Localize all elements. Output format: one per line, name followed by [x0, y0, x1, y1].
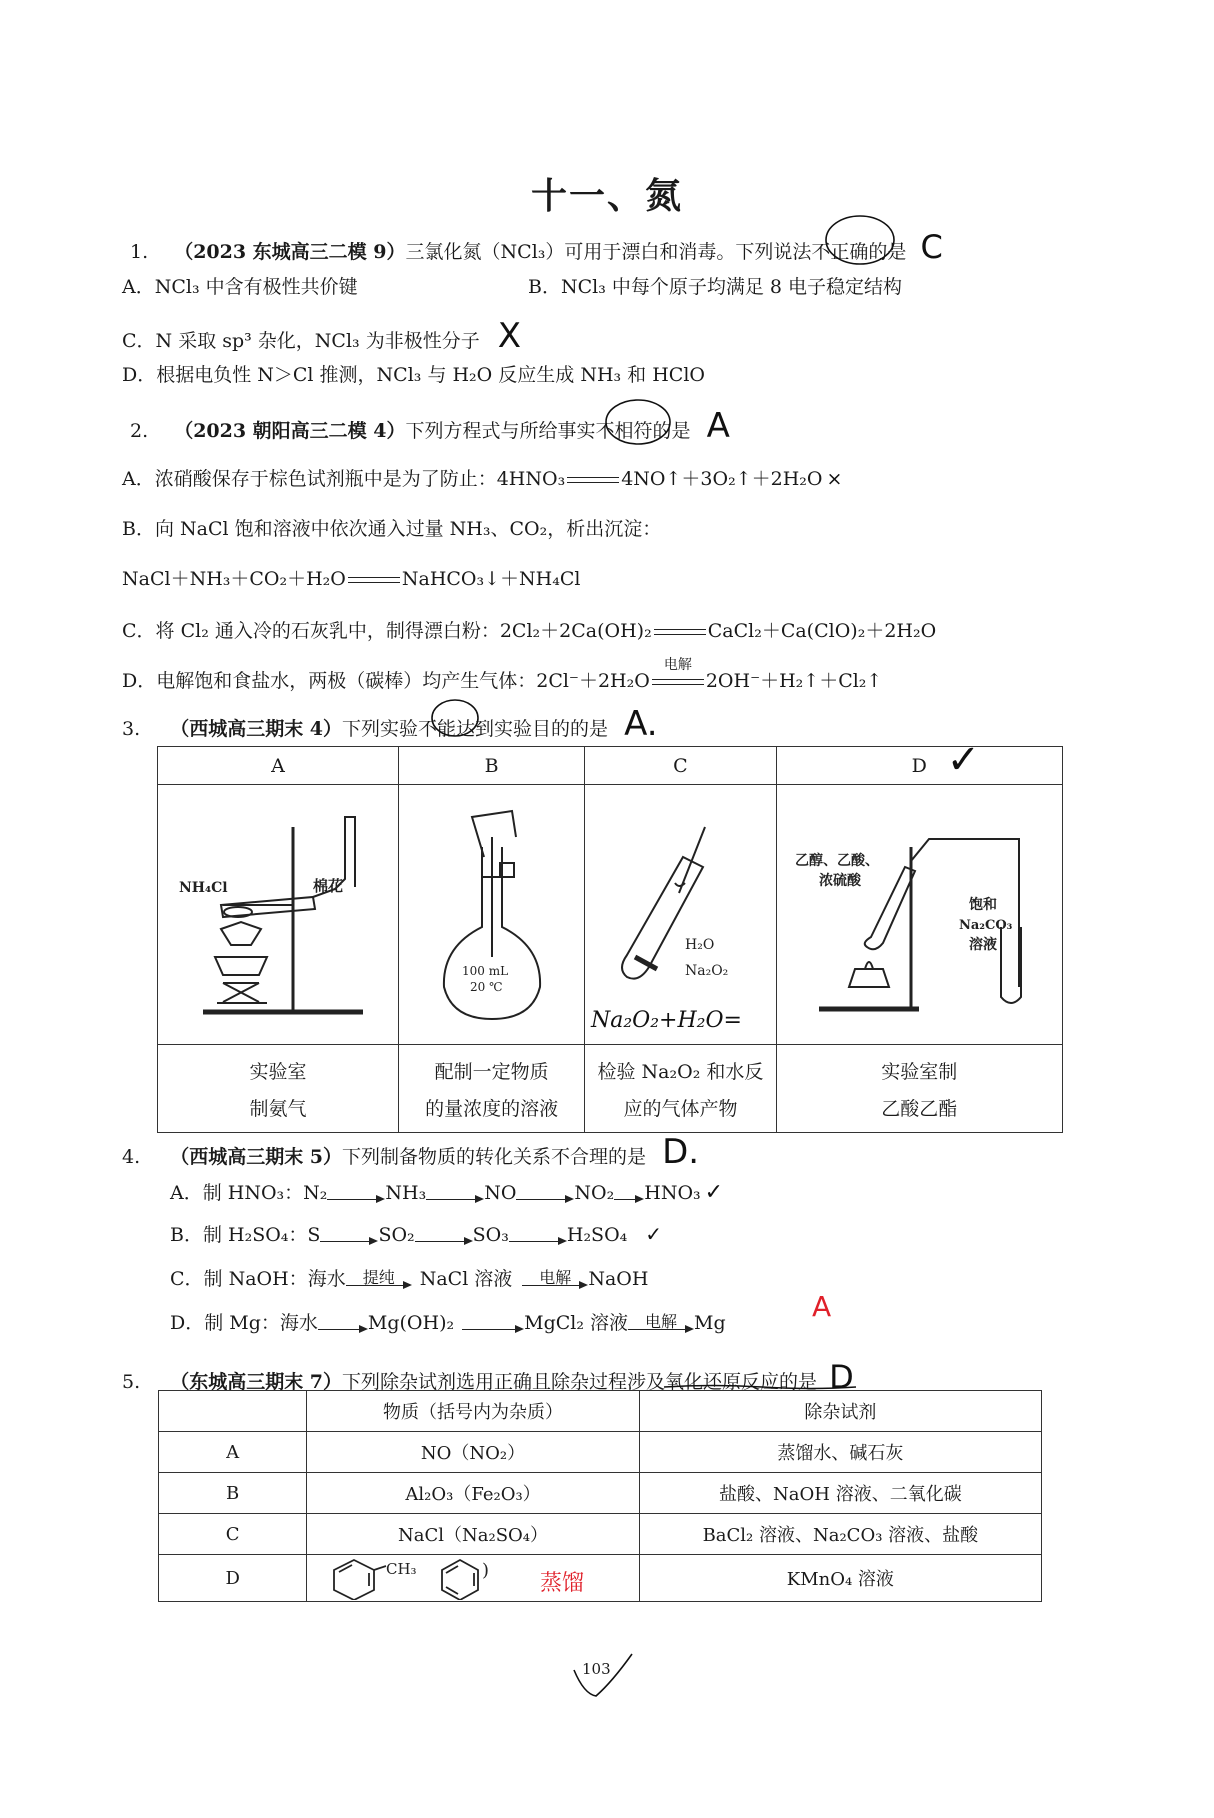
chain-item: 海水: [307, 1268, 346, 1290]
q3-check-mark: ✓: [946, 737, 981, 783]
q4-option-c: [170, 1264, 648, 1291]
q4-option-a: [170, 1178, 723, 1205]
q2-stem: 下列方程式与所给事实不相符的是: [405, 420, 691, 442]
purpose-line: 的量浓度的溶液: [425, 1097, 559, 1120]
q1-number: 1.: [130, 241, 149, 263]
equals-sign: [565, 470, 621, 490]
arrow-icon: [462, 1313, 524, 1335]
arrow-icon: [346, 1269, 412, 1291]
flask-temp-label: 20 ℃: [469, 980, 503, 994]
chain-item: HNO₃: [644, 1182, 701, 1204]
chain-item: H₂SO₄: [566, 1224, 628, 1246]
q5-stem: 下列除杂试剂选用正确且除杂过程涉及氧化还原反应的是: [342, 1371, 818, 1393]
arrow-icon: [516, 1183, 574, 1205]
q1-stem: 三氯化氮（NCl₃）可用于漂白和消毒。下列说法不正确的是: [405, 241, 907, 263]
arrow-label: 电解: [539, 1268, 572, 1287]
purpose-line: 实验室制: [881, 1060, 958, 1083]
chain-item: Mg: [694, 1312, 726, 1334]
q5-header-blank: [159, 1391, 307, 1432]
arrow-icon: [320, 1225, 378, 1247]
red-note: 蒸馏: [540, 1571, 585, 1596]
purpose-line: 实验室: [249, 1060, 307, 1083]
q4-answer: D.: [662, 1132, 700, 1172]
purpose-line: 乙酸乙酯: [881, 1097, 958, 1120]
arrow-icon: [509, 1225, 567, 1247]
q5-row-substance: Al₂O₃（Fe₂O₃）: [307, 1473, 639, 1514]
chain-item: S: [307, 1224, 321, 1246]
q5-row-substance: NO（NO₂）: [307, 1432, 639, 1473]
q3-figure-b: [398, 785, 584, 1045]
test-tube-image: [587, 787, 773, 1037]
question-3: [122, 704, 658, 744]
q2-option-b-eq: [122, 564, 580, 591]
equals-sign: [346, 570, 402, 590]
arrow-icon: [327, 1183, 385, 1205]
q2-source: （2023 朝阳高三二模 4）: [174, 420, 406, 442]
q1-cross-mark: X: [497, 316, 522, 356]
page-title: 十一、氮: [530, 175, 683, 217]
arrow-label: 提纯: [362, 1268, 395, 1287]
q3-purpose-b: [398, 1045, 584, 1133]
reagents-label-1: 乙醇、乙酸、: [795, 853, 880, 869]
q1-option-a: A．NCl₃ 中含有极性共价键: [122, 276, 358, 298]
q1-circle-mark: [820, 212, 900, 268]
q3-answer: A.: [624, 704, 658, 744]
q1-source: （2023 东城高三二模 9）: [174, 241, 406, 263]
arrow-icon: [415, 1225, 473, 1247]
chain-item: NaOH: [588, 1268, 649, 1290]
closing-paren: ): [482, 1560, 490, 1581]
q4-option-b: [170, 1220, 662, 1247]
q2-number: 2.: [130, 420, 149, 442]
ester-apparatus-image: [779, 787, 1059, 1037]
sat-label-3: 溶液: [969, 937, 998, 953]
q4-b-check: ✓: [645, 1222, 663, 1246]
q3-figure-c: [585, 785, 776, 1045]
q5-answer: D: [829, 1358, 854, 1396]
methyl-label: CH₃: [386, 1560, 417, 1578]
purpose-line: 制氨气: [249, 1097, 307, 1120]
q5-row-substance: NaCl（Na₂SO₄）: [307, 1514, 639, 1555]
chain-item: MgCl₂ 溶液: [524, 1312, 629, 1334]
q3-purpose-d: [776, 1045, 1062, 1133]
q4-option-d: [170, 1308, 726, 1335]
chain-item: NO: [484, 1182, 517, 1204]
q2-c-lhs: C．将 Cl₂ 通入冷的石灰乳中，制得漂白粉：2Cl₂＋2Ca(OH)₂: [122, 620, 652, 642]
q1-option-b: B．NCl₃ 中每个原子均满足 8 电子稳定结构: [528, 276, 903, 298]
q5-source: （东城高三期末 7）: [170, 1371, 343, 1393]
chain-item: Mg(OH)₂: [367, 1312, 455, 1334]
arrow-icon: [614, 1183, 644, 1205]
q2-option-a: [122, 464, 842, 491]
q5-row-label: A: [159, 1432, 307, 1473]
q4-source: （西城高三期末 5）: [170, 1146, 343, 1168]
q1-option-c-text: C．N 采取 sp³ 杂化，NCl₃ 为非极性分子: [122, 330, 480, 352]
volumetric-flask-image: [402, 787, 582, 1037]
toluene-benzene-structures: [308, 1556, 608, 1600]
q4-stem: 下列制备物质的转化关系不合理的是: [342, 1146, 647, 1168]
q5-row-d-substance: [307, 1555, 639, 1602]
arrow-icon: [318, 1313, 368, 1335]
q3-source: （西城高三期末 4）: [170, 718, 343, 740]
arrow-icon: [426, 1183, 484, 1205]
q2-circle-mark: [600, 396, 676, 448]
sodium-peroxide-label: Na₂O₂: [685, 963, 729, 979]
reagents-label-2: 浓硫酸: [819, 873, 862, 889]
q2-d-rhs: 2OH⁻＋H₂↑＋Cl₂↑: [705, 670, 883, 692]
q5-number: 5.: [122, 1371, 141, 1393]
q3-header-c: C: [585, 747, 776, 785]
q1-option-d: D．根据电负性 N＞Cl 推测，NCl₃ 与 H₂O 反应生成 NH₃ 和 HClO: [122, 364, 705, 386]
sat-label-1: 饱和: [969, 897, 998, 913]
q4-red-mark: A: [812, 1290, 832, 1323]
water-label: H₂O: [685, 937, 715, 953]
handwritten-equation: Na₂O₂+H₂O=: [591, 1008, 743, 1033]
nh4cl-label: NH₄Cl: [178, 880, 228, 896]
q2-a-mark: ×: [826, 468, 843, 490]
purpose-line: 检验 Na₂O₂ 和水反: [597, 1060, 764, 1083]
chain-item: SO₂: [378, 1224, 415, 1246]
ammonia-apparatus-image: [163, 787, 393, 1037]
chain-item: N₂: [303, 1182, 328, 1204]
q2-b-rhs: NaHCO₃↓＋NH₄Cl: [401, 568, 581, 590]
purpose-line: 应的气体产物: [623, 1097, 738, 1120]
q3-purpose-a: [158, 1045, 399, 1133]
chain-item: SO₃: [472, 1224, 509, 1246]
q2-a-lhs: A．浓硝酸保存于棕色试剂瓶中是为了防止：4HNO₃: [122, 468, 566, 490]
q2-option-d: [122, 657, 883, 693]
chain-item: 海水: [279, 1312, 318, 1334]
q4-d-prefix: D．制 Mg：: [170, 1312, 280, 1334]
arrow-icon: [628, 1313, 694, 1335]
q3-header-d-label: D: [911, 754, 927, 777]
q3-circle-mark: [428, 696, 482, 740]
chain-item: NaCl 溶液: [419, 1268, 513, 1290]
q1-answer: C: [920, 228, 943, 266]
q5-row-label: B: [159, 1473, 307, 1514]
q5-row-label: C: [159, 1514, 307, 1555]
arrow-icon: [522, 1269, 588, 1291]
q2-answer: A: [706, 406, 730, 446]
cotton-label: 棉花: [312, 877, 343, 895]
q2-option-c: [122, 616, 936, 643]
q2-a-rhs: 4NO↑＋3O₂↑＋2H₂O: [621, 468, 823, 490]
q2-option-b-line1: B．向 NaCl 饱和溶液中依次通入过量 NH₃、CO₂，析出沉淀：: [122, 518, 662, 540]
q3-figure-a: [158, 785, 399, 1045]
q4-c-prefix: C．制 NaOH：: [170, 1268, 308, 1290]
page-check-mark: [570, 1652, 636, 1702]
q4-a-check: ✓: [704, 1180, 724, 1205]
q1-option-c: [122, 316, 521, 356]
flask-volume-label: 100 mL: [461, 964, 508, 978]
q3-header-d: [776, 737, 1062, 785]
q2-b-lhs: NaCl＋NH₃＋CO₂＋H₂O: [122, 568, 346, 590]
q2-c-rhs: CaCl₂＋Ca(ClO)₂＋2H₂O: [707, 620, 937, 642]
question-4: [122, 1132, 699, 1172]
q3-purpose-c: [585, 1045, 776, 1133]
q4-number: 4.: [122, 1146, 141, 1168]
q5-row-reagent: KMnO₄ 溶液: [639, 1555, 1041, 1602]
chain-item: NO₂: [574, 1182, 615, 1204]
q3-stem: 下列实验不能达到实验目的的是: [342, 718, 609, 740]
purpose-line: 配制一定物质: [434, 1060, 549, 1083]
q4-b-prefix: B．制 H₂SO₄：: [170, 1224, 308, 1246]
chain-item: NH₃: [385, 1182, 427, 1204]
q3-figure-d: [776, 785, 1062, 1045]
equals-sign: [650, 657, 706, 692]
q5-header-substance: 物质（括号内为杂质）: [307, 1391, 639, 1432]
q5-row-reagent: BaCl₂ 溶液、Na₂CO₃ 溶液、盐酸: [639, 1514, 1041, 1555]
q4-a-prefix: A．制 HNO₃：: [170, 1182, 304, 1204]
q3-table: [157, 737, 1063, 1133]
page-number: 103: [582, 1660, 611, 1678]
q5-row-reagent: 蒸馏水、碱石灰: [639, 1432, 1041, 1473]
q2-d-lhs: D．电解饱和食盐水，两极（碳棒）均产生气体：2Cl⁻＋2H₂O: [122, 670, 650, 692]
q5-table: [158, 1390, 1042, 1602]
arrow-label: 电解: [645, 1312, 678, 1331]
q3-header-a: A: [158, 747, 399, 785]
q5-row-label: D: [159, 1555, 307, 1602]
q5-header-reagent: 除杂试剂: [639, 1391, 1041, 1432]
equals-sign: [652, 622, 708, 642]
condition-label: 电解: [663, 657, 692, 673]
sat-label-2: Na₂CO₃: [959, 918, 1013, 933]
q3-header-b: B: [398, 747, 584, 785]
q3-number: 3.: [122, 718, 141, 740]
q5-row-reagent: 盐酸、NaOH 溶液、二氧化碳: [639, 1473, 1041, 1514]
